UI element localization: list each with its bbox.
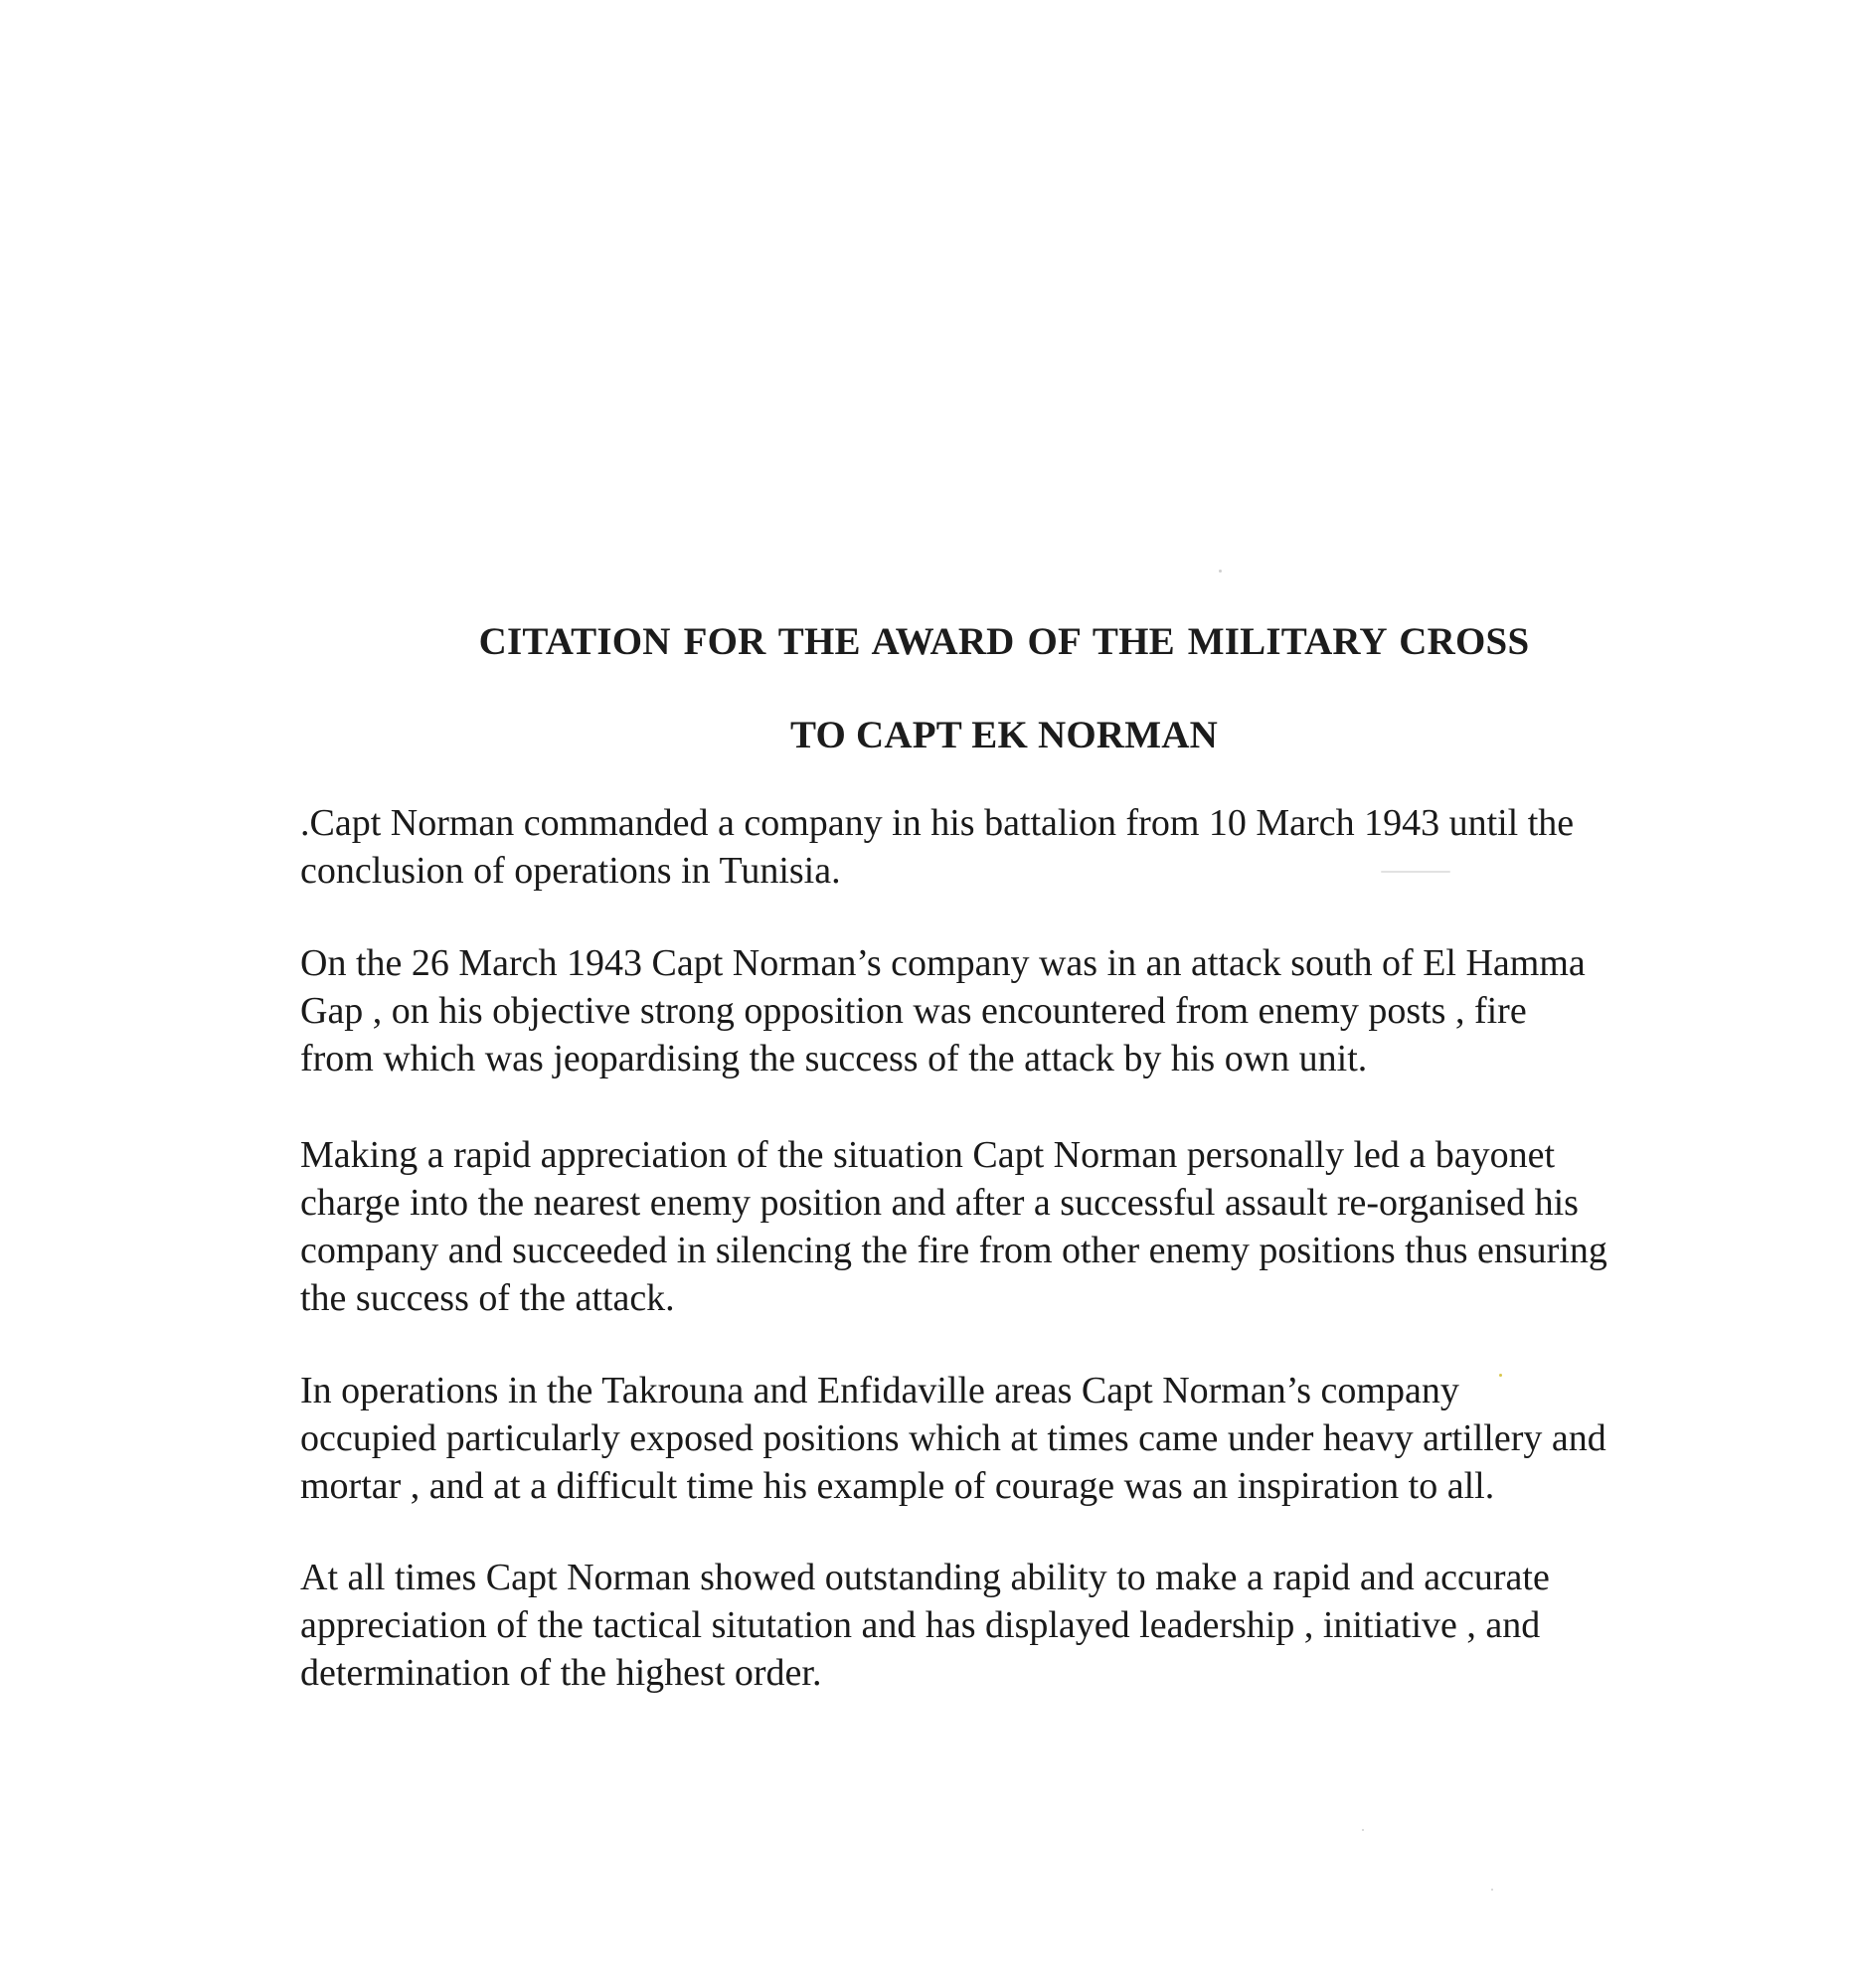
text-line: conclusion of operations in Tunisia. xyxy=(300,850,841,892)
text-line: .Capt Norman commanded a company in his battalion from 10 March 1943 until the xyxy=(300,802,1575,844)
text-line: from which was jeopardising the success of the attack by his own unit. xyxy=(300,1038,1368,1079)
paragraph-1 xyxy=(300,799,1752,895)
document-subtitle: TO CAPT EK NORMAN xyxy=(790,714,1218,756)
text-line: Making a rapid appreciation of the situation Capt Norman personally led a bayonet xyxy=(300,1134,1556,1176)
text-line: On the 26 March 1943 Capt Norman’s company was in an attack south of El Hamma xyxy=(300,942,1586,984)
text-line: Gap , on his objective strong opposition was encountered from enemy posts , fire xyxy=(300,990,1527,1032)
scan-speck xyxy=(1491,1889,1493,1891)
text-line: At all times Capt Norman showed outstanding ability to make a rapid and accurate xyxy=(300,1557,1550,1598)
document-title: CITATION FOR THE AWARD OF THE MILITARY CROSS xyxy=(478,620,1530,663)
text-line: charge into the nearest enemy position and after a successful assault re-organised his xyxy=(300,1182,1579,1224)
scan-speck xyxy=(1381,871,1450,873)
scan-speck xyxy=(1499,1374,1502,1377)
scan-speck xyxy=(1219,570,1222,573)
text-line: occupied particularly exposed positions which at times came under heavy artillery and xyxy=(300,1417,1606,1459)
text-line: appreciation of the tactical situtation and has displayed leadership , initiative , and xyxy=(300,1604,1541,1646)
text-line: company and succeeded in silencing the fire from other enemy positions thus ensuring xyxy=(300,1230,1607,1271)
paragraph-2 xyxy=(300,939,1752,1082)
text-line: the success of the attack. xyxy=(300,1277,675,1319)
scan-speck xyxy=(1362,1829,1364,1831)
text-line: In operations in the Takrouna and Enfidaville areas Capt Norman’s company xyxy=(300,1370,1459,1411)
text-line: determination of the highest order. xyxy=(300,1652,822,1694)
text-line: mortar , and at a difficult time his example of courage was an inspiration to all. xyxy=(300,1465,1495,1507)
paragraph-4 xyxy=(300,1367,1752,1510)
paragraph-5 xyxy=(300,1554,1752,1697)
paragraph-3 xyxy=(300,1131,1752,1322)
